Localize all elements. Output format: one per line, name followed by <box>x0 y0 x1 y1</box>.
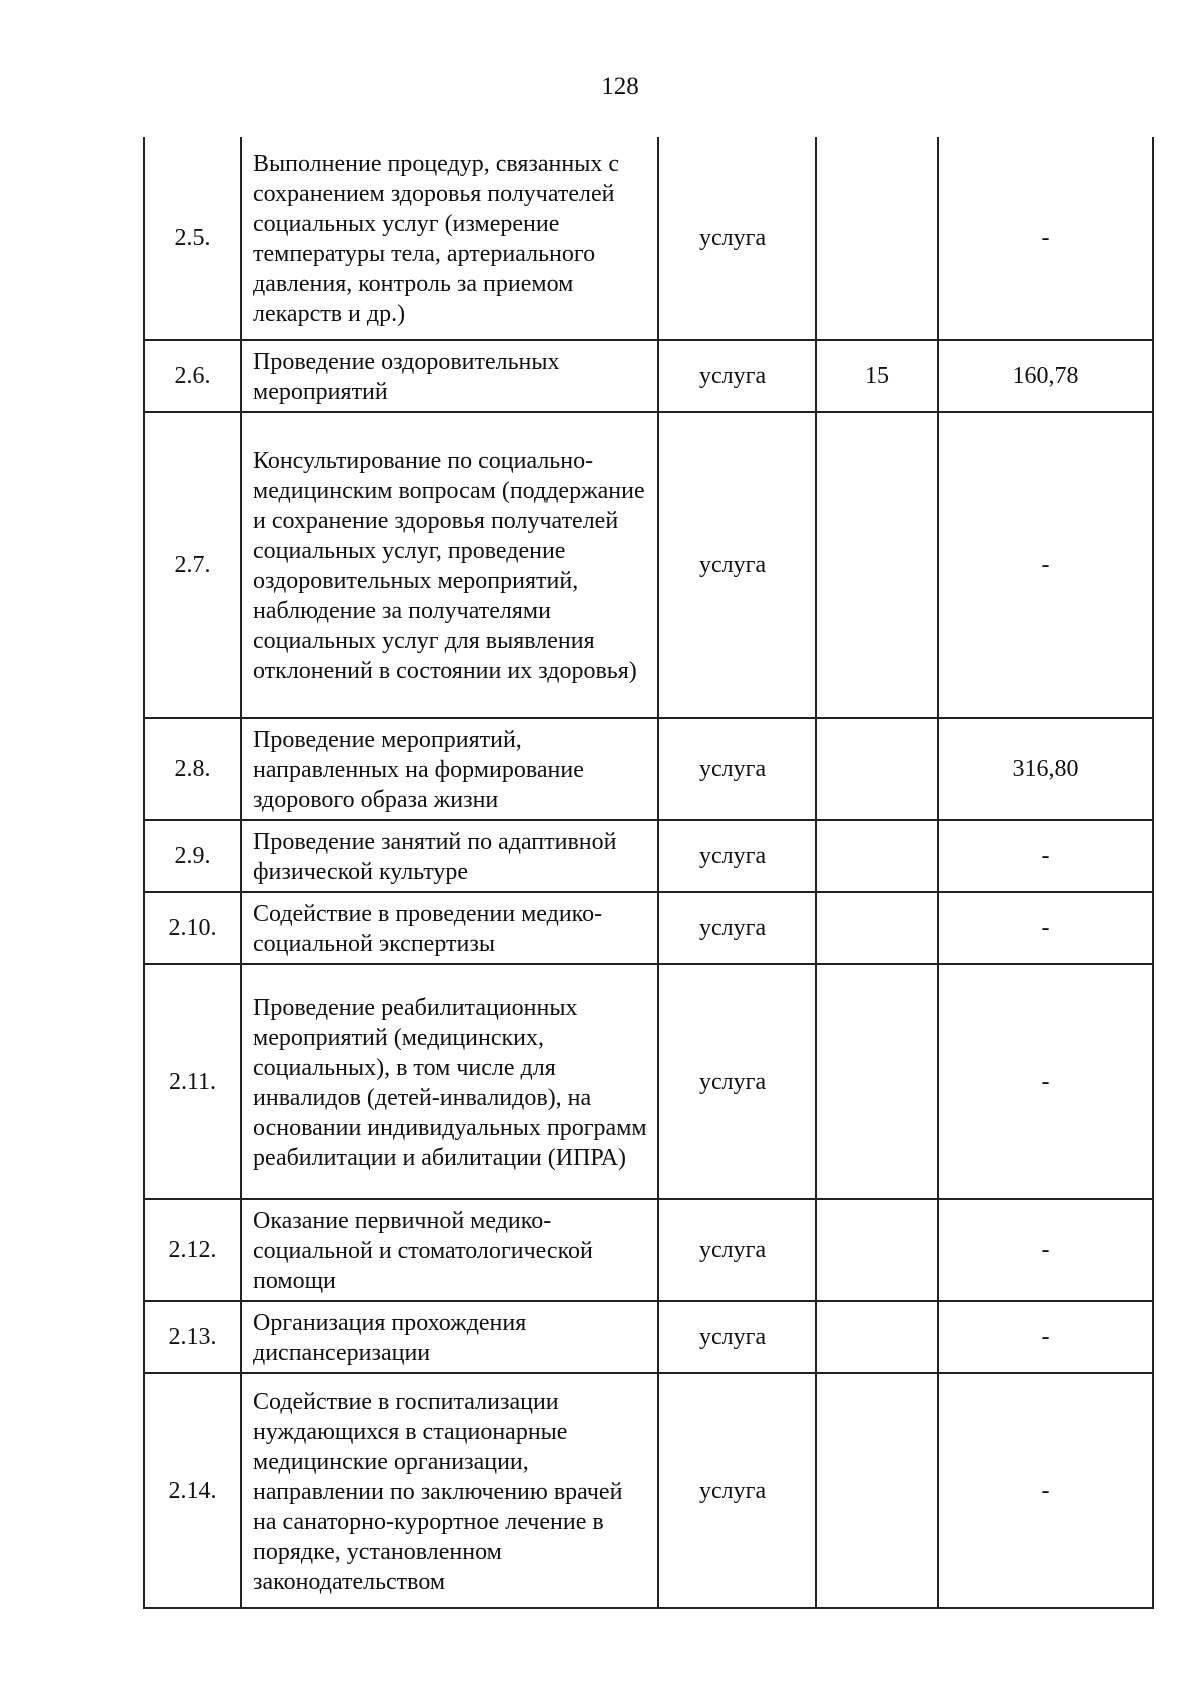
table-row <box>144 340 1153 412</box>
table-row <box>144 1199 1153 1301</box>
services-table <box>143 137 1154 1609</box>
service-quantity <box>816 892 938 964</box>
row-number: 2.11. <box>144 964 241 1199</box>
service-unit: услуга <box>658 1199 816 1301</box>
service-price: 316,80 <box>938 718 1153 820</box>
service-name: Организация прохождения диспансеризации <box>241 1301 658 1373</box>
table-row <box>144 718 1153 820</box>
service-name: Проведение занятий по адаптивной физической культуре <box>241 820 658 892</box>
table-row <box>144 1301 1153 1373</box>
service-name: Консультирование по социально-медицинским вопросам (поддержание и сохранение здоровья получателей социальных услуг, проведение оздоровительных мероприятий, наблюдение за получателями социальных услуг для выявления отклонений в состоянии их здоровья) <box>241 412 658 718</box>
service-quantity <box>816 412 938 718</box>
service-name: Выполнение процедур, связанных с сохранением здоровья получателей социальных услуг (измерение температуры тела, артериального давления, контроль за приемом лекарств и др.) <box>241 137 658 340</box>
service-price: - <box>938 1301 1153 1373</box>
row-number: 2.9. <box>144 820 241 892</box>
service-unit: услуга <box>658 1301 816 1373</box>
service-price: - <box>938 892 1153 964</box>
service-quantity <box>816 1373 938 1608</box>
service-unit: услуга <box>658 137 816 340</box>
service-unit: услуга <box>658 340 816 412</box>
services-table-body <box>144 137 1153 1608</box>
row-number: 2.8. <box>144 718 241 820</box>
service-quantity <box>816 964 938 1199</box>
service-quantity <box>816 1199 938 1301</box>
table-row <box>144 820 1153 892</box>
service-unit: услуга <box>658 718 816 820</box>
row-number: 2.7. <box>144 412 241 718</box>
service-quantity <box>816 718 938 820</box>
row-number: 2.6. <box>144 340 241 412</box>
service-unit: услуга <box>658 820 816 892</box>
service-quantity <box>816 1301 938 1373</box>
table-row <box>144 892 1153 964</box>
service-price: - <box>938 1199 1153 1301</box>
service-quantity <box>816 820 938 892</box>
table-row <box>144 1373 1153 1608</box>
service-name: Содействие в госпитализации нуждающихся в стационарные медицинские организации, направлении по заключению врачей на санаторно-курортное лечение в порядке, установленном законодательством <box>241 1373 658 1608</box>
service-unit: услуга <box>658 964 816 1199</box>
service-name: Содействие в проведении медико-социальной экспертизы <box>241 892 658 964</box>
service-unit: услуга <box>658 892 816 964</box>
row-number: 2.10. <box>144 892 241 964</box>
service-name: Оказание первичной медико-социальной и стоматологической помощи <box>241 1199 658 1301</box>
service-unit: услуга <box>658 1373 816 1608</box>
row-number: 2.5. <box>144 137 241 340</box>
service-price: - <box>938 412 1153 718</box>
service-quantity: 15 <box>816 340 938 412</box>
service-name: Проведение мероприятий, направленных на формирование здорового образа жизни <box>241 718 658 820</box>
page-number: 128 <box>601 73 639 100</box>
service-unit: услуга <box>658 412 816 718</box>
table-row <box>144 964 1153 1199</box>
table-row <box>144 412 1153 718</box>
service-name: Проведение реабилитационных мероприятий (медицинских, социальных), в том числе для инвалидов (детей-инвалидов), на основании индивидуальных программ реабилитации и абилитации (ИПРА) <box>241 964 658 1199</box>
service-name: Проведение оздоровительных мероприятий <box>241 340 658 412</box>
row-number: 2.12. <box>144 1199 241 1301</box>
service-quantity <box>816 137 938 340</box>
service-price: 160,78 <box>938 340 1153 412</box>
table-row <box>144 137 1153 340</box>
row-number: 2.13. <box>144 1301 241 1373</box>
service-price: - <box>938 137 1153 340</box>
service-price: - <box>938 1373 1153 1608</box>
service-price: - <box>938 964 1153 1199</box>
row-number: 2.14. <box>144 1373 241 1608</box>
service-price: - <box>938 820 1153 892</box>
